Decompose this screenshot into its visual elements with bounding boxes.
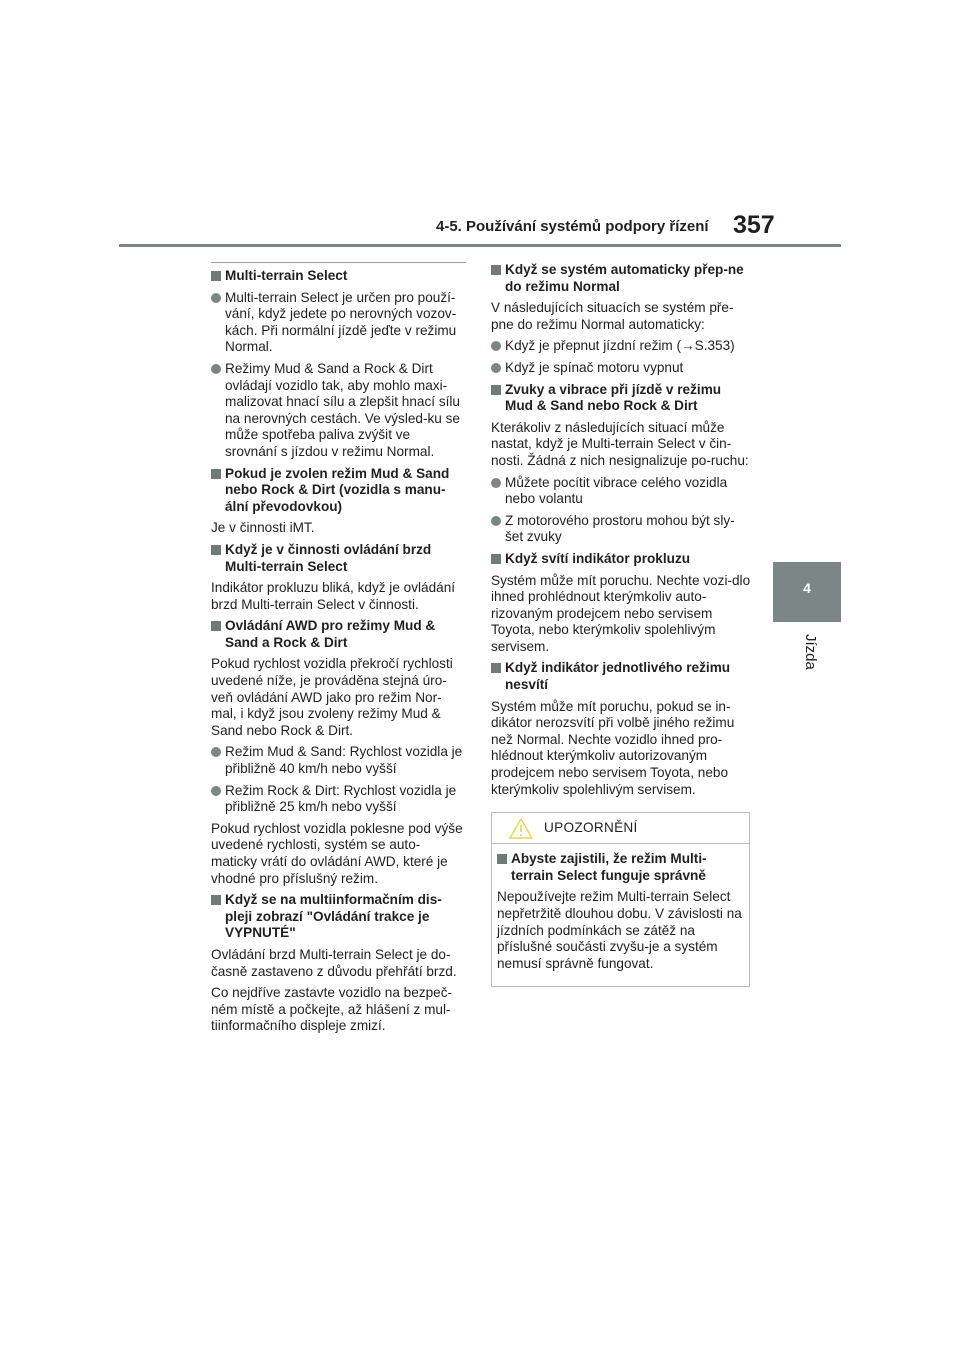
paragraph: Pokud rychlost vozidla poklesne pod výše uvedené rychlosti, systém se auto-maticky vrátí do ovládání AWD, které je vhodné pro příslušný režim. — [211, 820, 463, 886]
paragraph: Co nejdříve zastavte vozidlo na bezpeč-ném místě a počkejte, až hlášení z mul-tiinformačního displeje zmizí. — [211, 985, 453, 1034]
section-heading: Když indikátor jednotlivého režimu nesvítí — [491, 660, 751, 693]
paragraph: Pokud rychlost vozidla překročí rychlosti uvedené níže, je prováděna stejná úro-veň ovládání AWD jako pro režim Nor-mal, i když jsou zvoleny režimy Mud & Sand nebo Rock & Dirt. — [211, 656, 453, 738]
bullet-item: Z motorového prostoru mohou být sly-šet zvuky — [491, 513, 751, 546]
paragraph: V následujících situacích se systém pře-pne do režimu Normal automaticky: — [491, 300, 734, 332]
right-column — [491, 262, 751, 987]
square-bullet-icon — [491, 554, 501, 564]
circle-bullet-icon — [491, 341, 501, 351]
chapter-label: Jízda — [802, 634, 819, 670]
bullet-item: Režimy Mud & Sand a Rock & Dirt ovládají vozidlo tak, aby mohlo maxi-malizovat hnací sílu a zlepšit hnací sílu na nerovných cestách. Ve výsled-ku se může spotřeba paliva zvýšit ve srovnání s jízdou v režimu Normal. — [211, 361, 466, 461]
square-bullet-icon — [491, 385, 501, 395]
bullet-item: Multi-terrain Select je určen pro použí-vání, když jedete po nerovných vozov-kách. Při normální jízdě jeďte v režimu Normal. — [211, 290, 466, 356]
section-heading: Multi-terrain Select — [211, 268, 466, 285]
square-bullet-icon — [211, 621, 221, 631]
bullet-item: Režim Mud & Sand: Rychlost vozidla je přibližně 40 km/h nebo vyšší — [211, 744, 466, 777]
section-heading: Pokud je zvolen režim Mud & Sand nebo Rock & Dirt (vozidla s manu-ální převodovkou) — [211, 466, 466, 516]
square-bullet-icon — [211, 469, 221, 479]
warning-body — [492, 844, 749, 986]
warning-box — [491, 812, 750, 987]
warning-triangle-icon — [509, 818, 533, 839]
section-heading: Když se systém automaticky přep-ne do režimu Normal — [491, 262, 751, 295]
bullet-item: Když je přepnut jízdní režim (→S.353) — [491, 338, 751, 355]
bullet-item: Když je spínač motoru vypnut — [491, 360, 751, 377]
header-section-title: 4-5. Používání systémů podpory řízení — [436, 218, 709, 235]
section-heading: Když je v činnosti ovládání brzd Multi-terrain Select — [211, 542, 466, 575]
circle-bullet-icon — [211, 747, 221, 757]
paragraph: Je v činnosti iMT. — [211, 520, 315, 536]
circle-bullet-icon — [491, 363, 501, 373]
left-column — [211, 262, 466, 1040]
circle-bullet-icon — [211, 786, 221, 796]
paragraph: Ovládání brzd Multi-terrain Select je do-časně zastaveno z důvodu přehřátí brzd. — [211, 946, 457, 979]
bullet-item: Můžete pocítit vibrace celého vozidla nebo volantu — [491, 475, 751, 508]
warning-header — [492, 813, 749, 844]
section-heading: Když svítí indikátor prokluzu — [491, 551, 751, 568]
circle-bullet-icon — [211, 364, 221, 374]
section-heading: Když se na multiinformačním dis-pleji zobrazí "Ovládání trakce je VYPNUTÉ" — [211, 892, 466, 942]
circle-bullet-icon — [211, 293, 221, 303]
chapter-tab — [773, 562, 841, 622]
warning-heading: Abyste zajistili, že režim Multi-terrain Select funguje správně — [497, 851, 742, 884]
paragraph: Systém může mít poruchu, pokud se in-dikátor nerozsvítí při volbě jiného režimu než Normal. Nechte vozidlo ihned pro-hlédnout kterýmkoliv autorizovaným prodejcem nebo servisem Toyota, nebo kterýmkoliv spolehlivým servisem. — [491, 698, 735, 797]
square-bullet-icon — [211, 895, 221, 905]
square-bullet-icon — [497, 854, 507, 864]
paragraph: Indikátor prokluzu bliká, když je ovládání brzd Multi-terrain Select v činnosti. — [211, 580, 456, 612]
paragraph: Systém může mít poruchu. Nechte vozi-dlo ihned prohlédnout kterýmkoliv auto-rizovaným prodejcem nebo servisem Toyota, nebo kterýmkoliv spolehlivým servisem. — [491, 572, 751, 654]
page-number: 357 — [733, 211, 775, 239]
square-bullet-icon — [491, 663, 501, 673]
square-bullet-icon — [211, 545, 221, 555]
circle-bullet-icon — [491, 516, 501, 526]
paragraph: Kterákoliv z následujících situací může nastat, když je Multi-terrain Select v čin-nosti. Žádná z nich nesignalizuje po-ruchu: — [491, 419, 749, 468]
square-bullet-icon — [491, 265, 501, 275]
warning-text: Nepoužívejte režim Multi-terrain Select nepřetržitě dlouhou dobu. V závislosti na jízdních podmínkách se zátěž na příslušné součásti zvyšu-je a systém nemusí správně fungovat. — [497, 889, 742, 971]
bullet-item: Režim Rock & Dirt: Rychlost vozidla je přibližně 25 km/h nebo vyšší — [211, 783, 466, 816]
chapter-number: 4 — [803, 580, 811, 596]
warning-title: UPOZORNĚNÍ — [544, 820, 638, 836]
section-heading: Zvuky a vibrace při jízdě v režimu Mud & Sand nebo Rock & Dirt — [491, 382, 751, 415]
header-rule — [119, 244, 841, 247]
circle-bullet-icon — [491, 478, 501, 488]
square-bullet-icon — [211, 271, 221, 281]
section-heading: Ovládání AWD pro režimy Mud & Sand a Rock & Dirt — [211, 618, 466, 651]
